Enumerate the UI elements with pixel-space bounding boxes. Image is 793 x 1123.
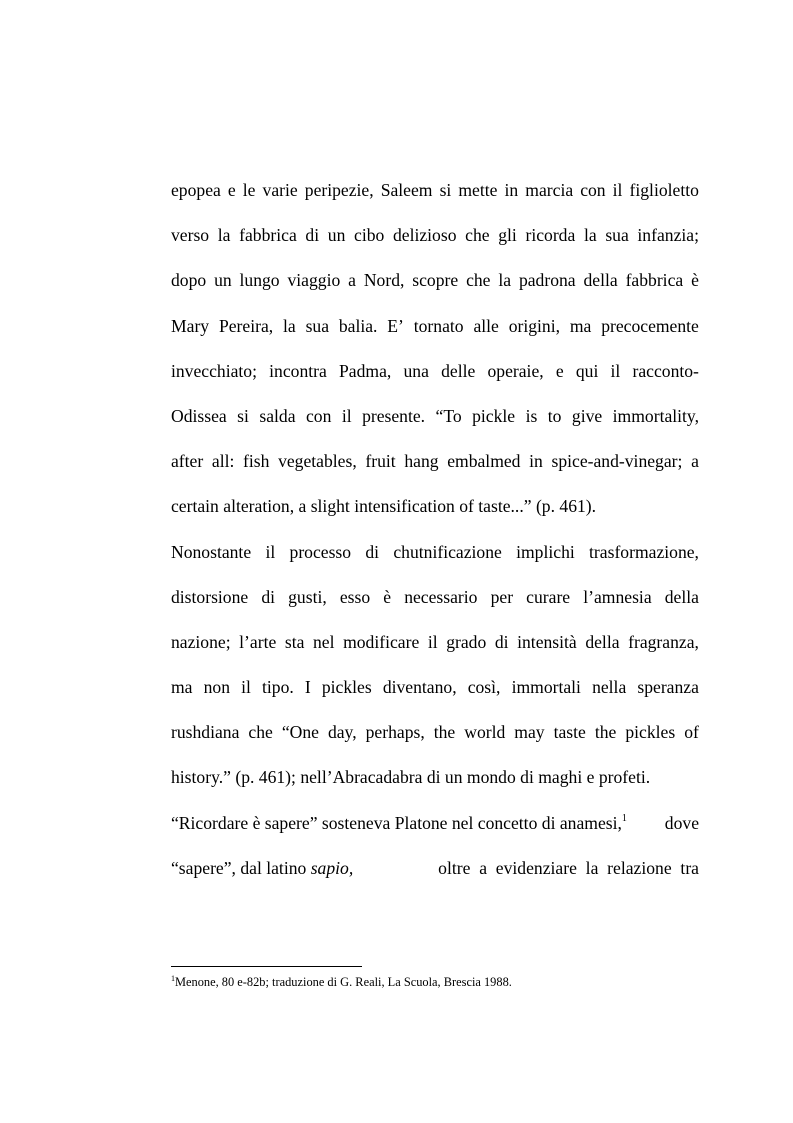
text-line (171, 530, 699, 575)
footnote-text: Menone, 80 e-82b; traduzione di G. Reali, La Scuola, Brescia 1988. (175, 975, 512, 989)
line-text: ma non il tipo. I pickles diventano, così, immortali nella speranza (171, 677, 699, 698)
text-line (171, 484, 699, 529)
line-text: dopo un lungo viaggio a Nord, scopre che la padrona della fabbrica è (171, 270, 699, 291)
line-text-segment (171, 846, 353, 891)
line-text: Mary Pereira, la sua balia. E’ tornato alle origini, ma precocemente (171, 315, 699, 336)
text-line (171, 575, 699, 620)
italic-term: sapio, (310, 857, 354, 878)
line-text: after all: fish vegetables, fruit hang embalmed in spice-and-vinegar; a (171, 451, 699, 472)
text-line (171, 801, 699, 846)
text-line (171, 846, 699, 891)
line-text: history.” (p. 461); nell’Abracadabra di un mondo di maghi e profeti. (171, 767, 651, 788)
line-text: invecchiato; incontra Padma, una delle operaie, e qui il racconto- (171, 360, 699, 381)
text-line (171, 620, 699, 665)
line-text: certain alteration, a slight intensification of taste...” (p. 461). (171, 496, 597, 517)
text-line (171, 665, 699, 710)
footnote-separator (171, 966, 362, 967)
line-text: nazione; l’arte sta nel modificare il grado di intensità della fragranza, (171, 631, 699, 652)
line-text: distorsione di gusti, esso è necessario per curare l’amnesia della (171, 586, 699, 607)
line-text: “sapere”, dal latino (171, 857, 311, 878)
text-line (171, 755, 699, 800)
line-text: verso la fabbrica di un cibo delizioso che gli ricorda la sua infanzia; (171, 225, 699, 246)
text-line (171, 394, 699, 439)
line-text: Nonostante il processo di chutnificazione implichi trasformazione, (171, 541, 699, 562)
line-text: rushdiana che “One day, perhaps, the world may taste the pickles of (171, 722, 699, 743)
footnote-marker: 1 (171, 974, 175, 983)
body-text (171, 168, 699, 891)
line-text-segment (171, 801, 627, 846)
footnote-reference[interactable]: 1 (621, 812, 627, 824)
line-text-segment: dove (664, 812, 699, 833)
text-line (171, 439, 699, 484)
text-line (171, 349, 699, 394)
text-line (171, 304, 699, 349)
line-text: Odissea si salda con il presente. “To pickle is to give immortality, (171, 405, 699, 426)
footnote (171, 974, 699, 990)
line-text: “Ricordare è sapere” sosteneva Platone nel concetto di anamesi, (171, 812, 622, 833)
text-line (171, 213, 699, 258)
text-line (171, 258, 699, 303)
text-line (171, 710, 699, 755)
line-text: epopea e le varie peripezie, Saleem si mette in marcia con il figlioletto (171, 180, 699, 200)
text-line (171, 168, 699, 213)
line-text-segment: oltre a evidenziare la relazione tra (433, 857, 699, 878)
